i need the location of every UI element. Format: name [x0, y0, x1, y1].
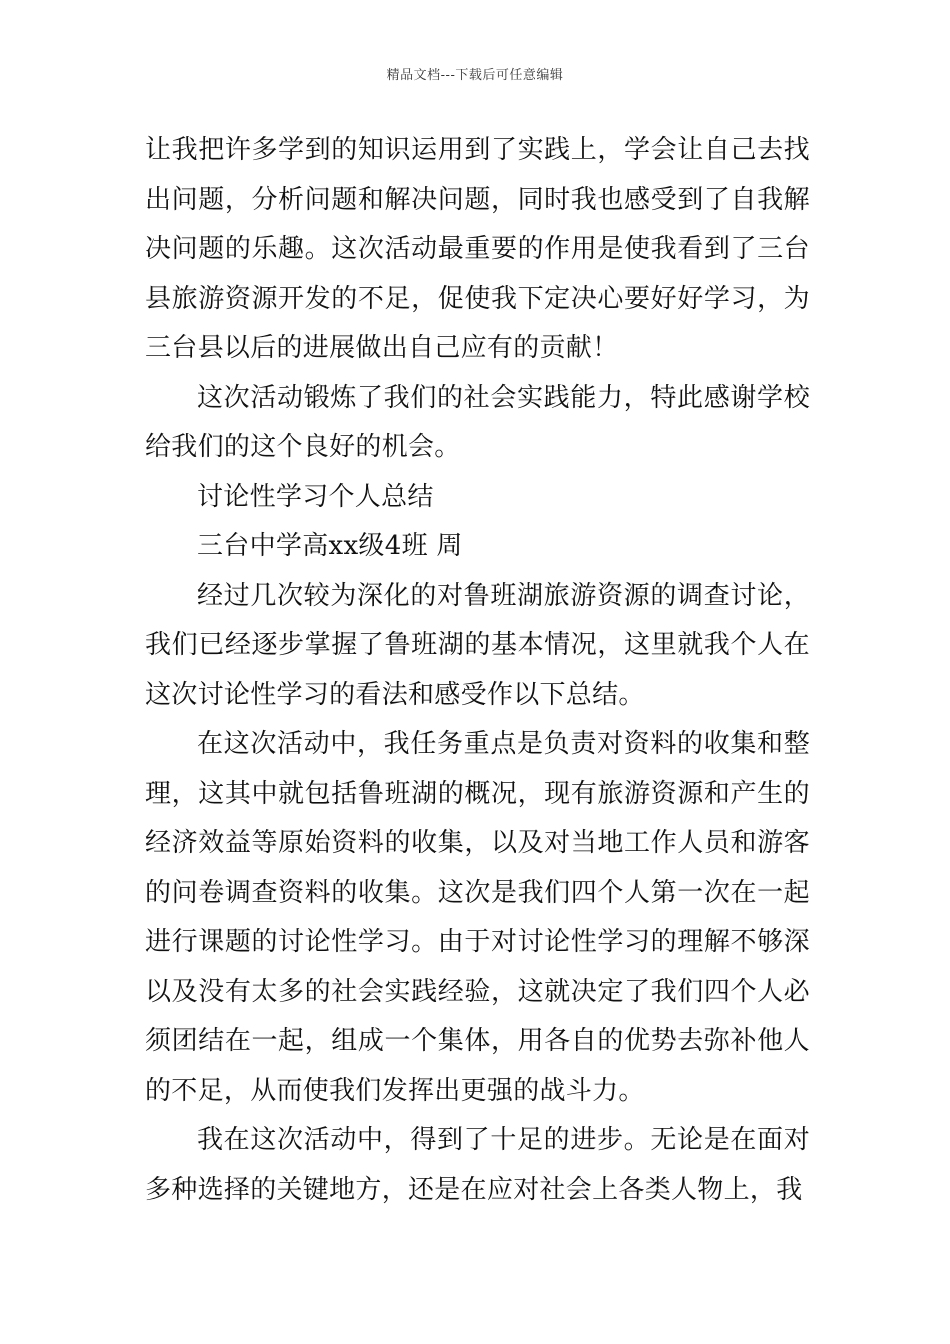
document-body	[145, 126, 810, 1215]
section-title: 讨论性学习个人总结	[197, 481, 434, 512]
paragraph-5: 我在这次活动中，得到了十足的进步。无论是在面对多种选择的关键地方，还是在应对社会上各类人物上，我	[145, 1125, 810, 1205]
paragraph-4: 在这次活动中，我任务重点是负责对资料的收集和整理，这其中就包括鲁班湖的概况，现有旅游资源和产生的经济效益等原始资料的收集，以及对当地工作人员和游客的问卷调查资料的收集。这次是我们四个人第一次在一起进行课题的讨论性学习。由于对讨论性学习的理解不够深以及没有太多的社会实践经验，这就决定了我们四个人必须团结在一起，组成一个集体，用各自的优势去弥补他人的不足，从而使我们发挥出更强的战斗力。	[145, 729, 810, 1106]
paragraph-3: 经过几次较为深化的对鲁班湖旅游资源的调查讨论，我们已经逐步掌握了鲁班湖的基本情况，这里就我个人在这次讨论性学习的看法和感受作以下总结。	[145, 580, 810, 710]
page-header: 精品文档---下载后可任意编辑	[386, 68, 564, 83]
author-line: 三台中学高xx级4班 周	[197, 531, 463, 561]
paragraph-1: 让我把许多学到的知识运用到了实践上，学会让自己去找出问题，分析问题和解决问题，同时我也感受到了自我解决问题的乐趣。这次活动最重要的作用是使我看到了三台县旅游资源开发的不足，促使我下定决心要好好学习，为三台县以后的进展做出自己应有的贡献！	[145, 135, 810, 363]
paragraph-2: 这次活动锻炼了我们的社会实践能力，特此感谢学校给我们的这个良好的机会。	[145, 382, 810, 462]
